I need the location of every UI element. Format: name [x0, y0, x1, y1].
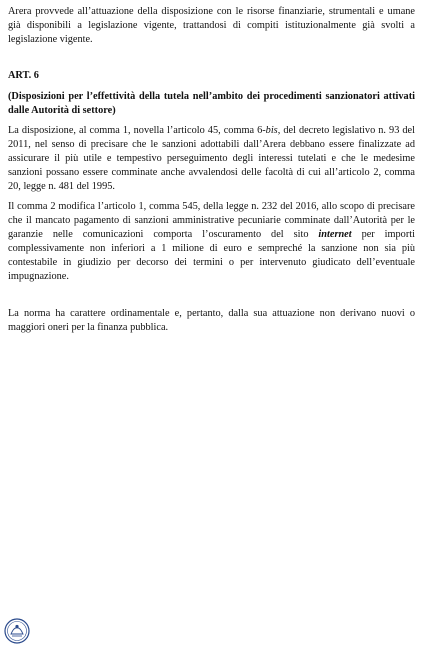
paragraph-comma-1-italic: bis	[265, 125, 278, 136]
paragraph-intro: Arera provvede all’attuazione della disposizione con le risorse finanziarie, strumentali e umane già disponibili a legislazione vigente, trattandosi di compiti istituzionalmente già svolti a legislazione vigente.	[8, 6, 415, 45]
paragraph-comma-1	[8, 124, 415, 194]
seal-emblem-icon	[4, 618, 30, 644]
paragraph-comma-2-pre: Il comma 2 modifica l’articolo 1, comma 545, della legge n. 232 del 2016, allo scopo di precisare che il mancato pagamento di sanzioni amministrative pecuniarie comminate dall’Autorità per le garanzie nelle comunicazioni comporta l’oscuramento del sito	[8, 201, 415, 240]
paragraph-comma-2-post: per importi complessivamente non inferiori a 1 milione di euro e sempreché la sanzione non sia più contestabile in giudizio per decorso dei termini o per intervenuto giudicato dell’eventuale impugnazione.	[8, 229, 415, 282]
paragraph-comma-2-italic: internet	[318, 229, 352, 240]
paragraph-comma-1-pre: La disposizione, al comma 1, novella l’articolo 45, comma 6-	[8, 125, 266, 136]
paragraph-comma-1-post: , del decreto legislativo n. 93 del 2011, nel senso di precisare che le sanzioni adottabili dall’Arera debbano essere finalizzate ad assicurare il più utile e tempestivo perseguimento degli interessi tutelati e che le medesime sanzioni possano essere comminate anche avvalendosi delle facoltà di cui all’articolo 2, comma 20, legge n. 481 del 1995.	[8, 125, 415, 192]
paragraph-oneri: La norma ha carattere ordinamentale e, pertanto, dalla sua attuazione non derivano nuovi o maggiori oneri per la finanza pubblica.	[8, 308, 415, 333]
article-subtitle: (Disposizioni per l’effettività della tutela nell’ambito dei procedimenti sanzionatori attivati dalle Autorità di settore)	[8, 91, 415, 116]
article-heading: ART. 6	[8, 70, 39, 81]
paragraph-comma-2	[8, 200, 415, 284]
